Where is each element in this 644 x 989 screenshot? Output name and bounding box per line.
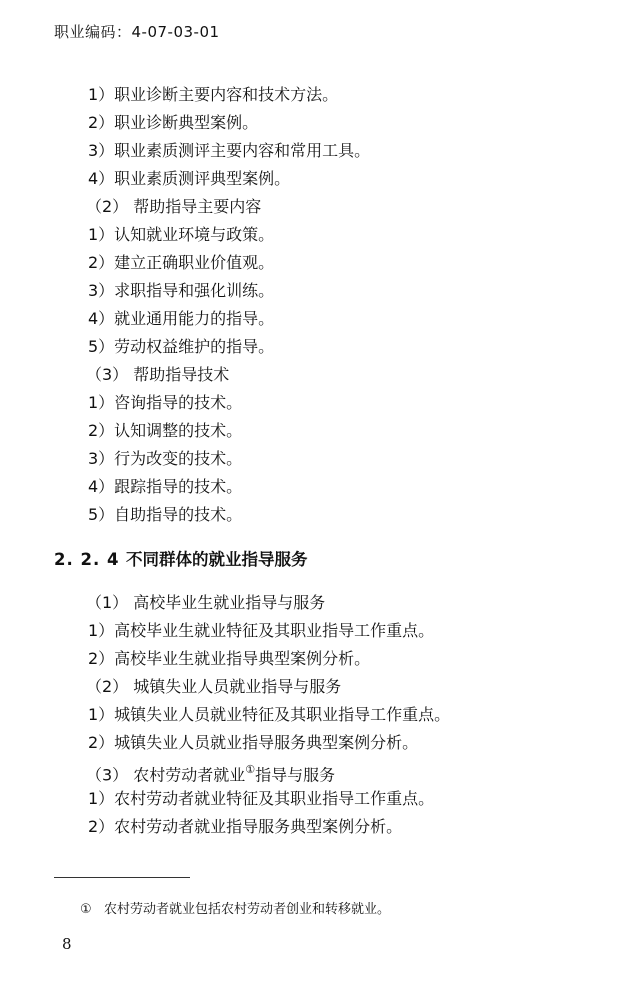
subheading-rural <box>86 761 335 785</box>
section-heading <box>54 550 308 570</box>
page-number: 8 <box>62 935 72 953</box>
list-item: 1）农村劳动者就业特征及其职业指导工作重点。 <box>88 789 435 808</box>
occupation-code-header: 职业编码：4-07-03-01 <box>54 23 220 41</box>
list-item: 2）高校毕业生就业指导典型案例分析。 <box>88 649 371 668</box>
subheading: （3） 帮助指导技术 <box>86 365 230 384</box>
footnote-divider <box>54 877 190 878</box>
list-item: 2）城镇失业人员就业指导服务典型案例分析。 <box>88 733 419 752</box>
list-item: 1）城镇失业人员就业特征及其职业指导工作重点。 <box>88 705 451 724</box>
list-item: 4）跟踪指导的技术。 <box>88 477 243 496</box>
list-item: 4）职业素质测评典型案例。 <box>88 169 291 188</box>
subheading: （2） 帮助指导主要内容 <box>86 197 262 216</box>
list-item: 1）认知就业环境与政策。 <box>88 225 275 244</box>
list-item: 3）行为改变的技术。 <box>88 449 243 468</box>
list-item: 4）就业通用能力的指导。 <box>88 309 275 328</box>
subheading-rural-text: （3） 农村劳动者就业 <box>86 765 246 785</box>
section-title: 不同群体的就业指导服务 <box>126 550 308 569</box>
section-number: 2. 2. 4 <box>54 550 120 569</box>
list-item: 1）高校毕业生就业特征及其职业指导工作重点。 <box>88 621 435 640</box>
list-item: 3）求职指导和强化训练。 <box>88 281 275 300</box>
footnote-text: 农村劳动者就业包括农村劳动者创业和转移就业。 <box>104 902 391 917</box>
footnote-mark: ① <box>80 902 92 917</box>
list-item: 2）职业诊断典型案例。 <box>88 113 259 132</box>
list-item: 2）农村劳动者就业指导服务典型案例分析。 <box>88 817 403 836</box>
list-item: 3）职业素质测评主要内容和常用工具。 <box>88 141 371 160</box>
list-item: 1）职业诊断主要内容和技术方法。 <box>88 85 339 104</box>
footnote-reference[interactable]: ① <box>245 763 256 776</box>
subheading-rural-text-end: 指导与服务 <box>255 765 336 785</box>
list-item: 1）咨询指导的技术。 <box>88 393 243 412</box>
footnote <box>80 898 390 917</box>
list-item: 2）认知调整的技术。 <box>88 421 243 440</box>
list-item: 2）建立正确职业价值观。 <box>88 253 275 272</box>
subheading: （1） 高校毕业生就业指导与服务 <box>86 593 326 612</box>
subheading: （2） 城镇失业人员就业指导与服务 <box>86 677 342 696</box>
list-item: 5）自助指导的技术。 <box>88 505 243 524</box>
list-item: 5）劳动权益维护的指导。 <box>88 337 275 356</box>
